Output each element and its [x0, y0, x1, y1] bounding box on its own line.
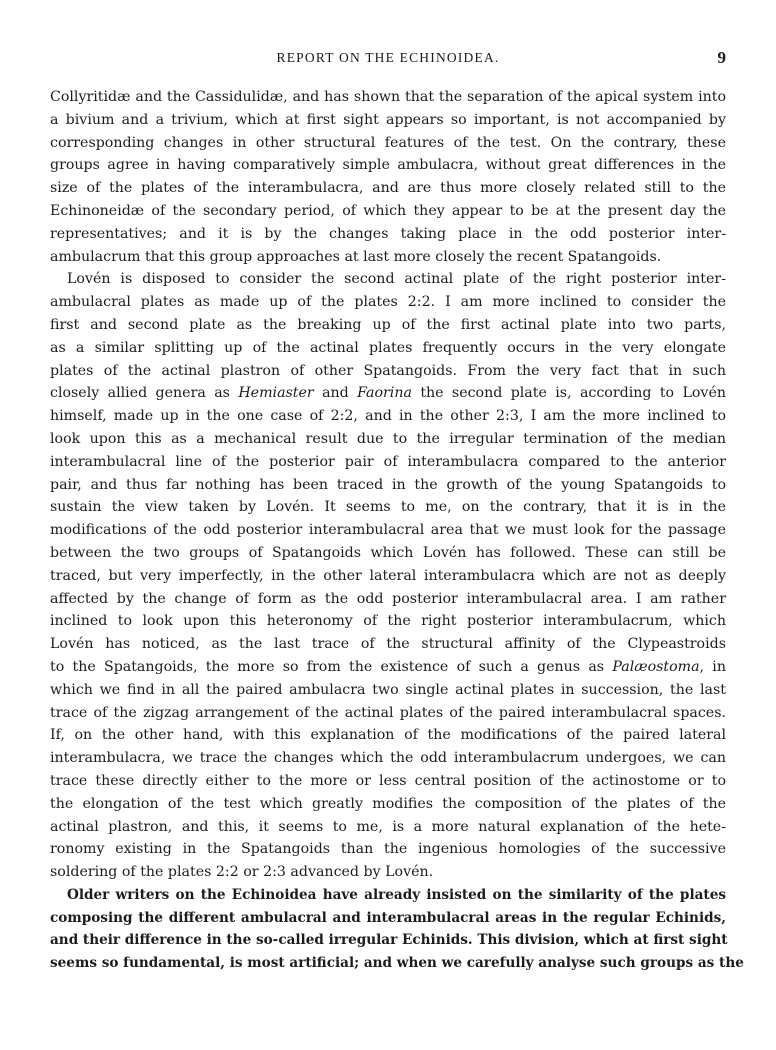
- text-line: soldering of the plates 2:2 or 2:3 advanced by Lovén.: [50, 864, 434, 881]
- text-line: corresponding changes in other structural features of the test. On the contrary, these: [50, 134, 726, 151]
- text-line: look upon this as a mechanical result due to the irregular termination of the median: [50, 430, 726, 447]
- text-line: a bivium and a trivium, which at first sight appears so important, is not accompanied by: [50, 111, 726, 128]
- text-line: actinal plastron, and this, it seems to me, is a more natural explanation of the hete-: [50, 818, 726, 835]
- text-line: groups agree in having comparatively simple ambulacra, without great differences in the: [50, 157, 726, 174]
- text-line: Older writers on the Echinoidea have already insisted on the similarity of the plates: [67, 886, 726, 903]
- text-line: closely allied genera as Hemiaster and Faorina the second plate is, according to Lovén: [50, 385, 726, 402]
- text-line: and their difference in the so-called irregular Echinids. This division, which at first sight: [50, 932, 728, 949]
- genus-name: Hemiaster: [238, 385, 314, 402]
- text-line: pair, and thus far nothing has been traced in the growth of the young Spatangoids to: [50, 476, 726, 493]
- text-line: first and second plate as the breaking up of the first actinal plate into two parts,: [50, 316, 726, 333]
- text-line: trace these directly either to the more or less central position of the actinostome or to: [50, 772, 726, 789]
- text-line: Echinoneidæ of the secondary period, of which they appear to be at the present day the: [50, 202, 726, 219]
- text-line: ambulacral plates as made up of the plates 2:2. I am more inclined to consider the: [50, 294, 726, 311]
- genus-name: Faorina: [357, 385, 412, 402]
- text-line: seems so fundamental, is most artificial; and when we carefully analyse such groups as the: [50, 955, 744, 972]
- page-number: 9: [717, 48, 726, 67]
- text-line: ambulacrum that this group approaches at last more closely the recent Spatangoids.: [50, 248, 662, 265]
- text-line: composing the different ambulacral and interambulacral areas in the regular Echinids,: [50, 909, 726, 926]
- genus-name: Palæostoma: [612, 658, 700, 675]
- text-line: ronomy existing in the Spatangoids than the ingenious homologies of the successive: [50, 841, 726, 858]
- text-line: Lovén is disposed to consider the second actinal plate of the right posterior inter-: [67, 271, 726, 288]
- text-line: inclined to look upon this heteronomy of the right posterior interambulacrum, which: [50, 613, 726, 630]
- text-line: size of the plates of the interambulacra, and are thus more closely related still to the: [50, 180, 726, 197]
- text-line: interambulacra, we trace the changes which the odd interambulacrum undergoes, we can: [50, 750, 726, 767]
- text-line: Collyritidæ and the Cassidulidæ, and has shown that the separation of the apical system into: [50, 89, 726, 105]
- body-text: [50, 86, 744, 975]
- text-line: Lovén has noticed, as the last trace of the structural affinity of the Clypeastroids: [50, 636, 726, 653]
- text-line: traced, but very imperfectly, in the other lateral interambulacra which are not as deeply: [50, 567, 726, 584]
- text-line: to the Spatangoids, the more so from the existence of such a genus as Palæostoma, in: [50, 658, 726, 675]
- text-line: sustain the view taken by Lovén. It seems to me, on the contrary, that it is in the: [50, 499, 726, 516]
- text-line: affected by the change of form as the odd posterior interambulacral area. I am rather: [50, 590, 726, 607]
- text-line: trace of the zigzag arrangement of the actinal plates of the paired interambulacral spaces.: [50, 704, 726, 721]
- text-line: If, on the other hand, with this explanation of the modifications of the paired lateral: [50, 727, 726, 744]
- text-line: which we find in all the paired ambulacra two single actinal plates in succession, the last: [50, 681, 726, 698]
- text-line: between the two groups of Spatangoids which Lovén has followed. These can still be: [50, 544, 726, 561]
- text-line: as a similar splitting up of the actinal plates frequently occurs in the very elongate: [50, 339, 726, 356]
- text-line: interambulacral line of the posterior pair of interambulacra compared to the anterior: [50, 453, 726, 470]
- running-title: REPORT ON THE ECHINOIDEA.: [276, 50, 500, 65]
- running-head: [50, 50, 726, 70]
- text-line: modifications of the odd posterior interambulacral area that we must look for the passage: [50, 522, 726, 539]
- text-line: himself, made up in the one case of 2:2, and in the other 2:3, I am the more inclined to: [50, 408, 726, 425]
- text-line: representatives; and it is by the changes taking place in the odd posterior inter-: [50, 225, 726, 242]
- text-line: the elongation of the test which greatly modifies the composition of the plates of the: [50, 795, 726, 812]
- text-line: plates of the actinal plastron of other Spatangoids. From the very fact that in such: [50, 362, 726, 379]
